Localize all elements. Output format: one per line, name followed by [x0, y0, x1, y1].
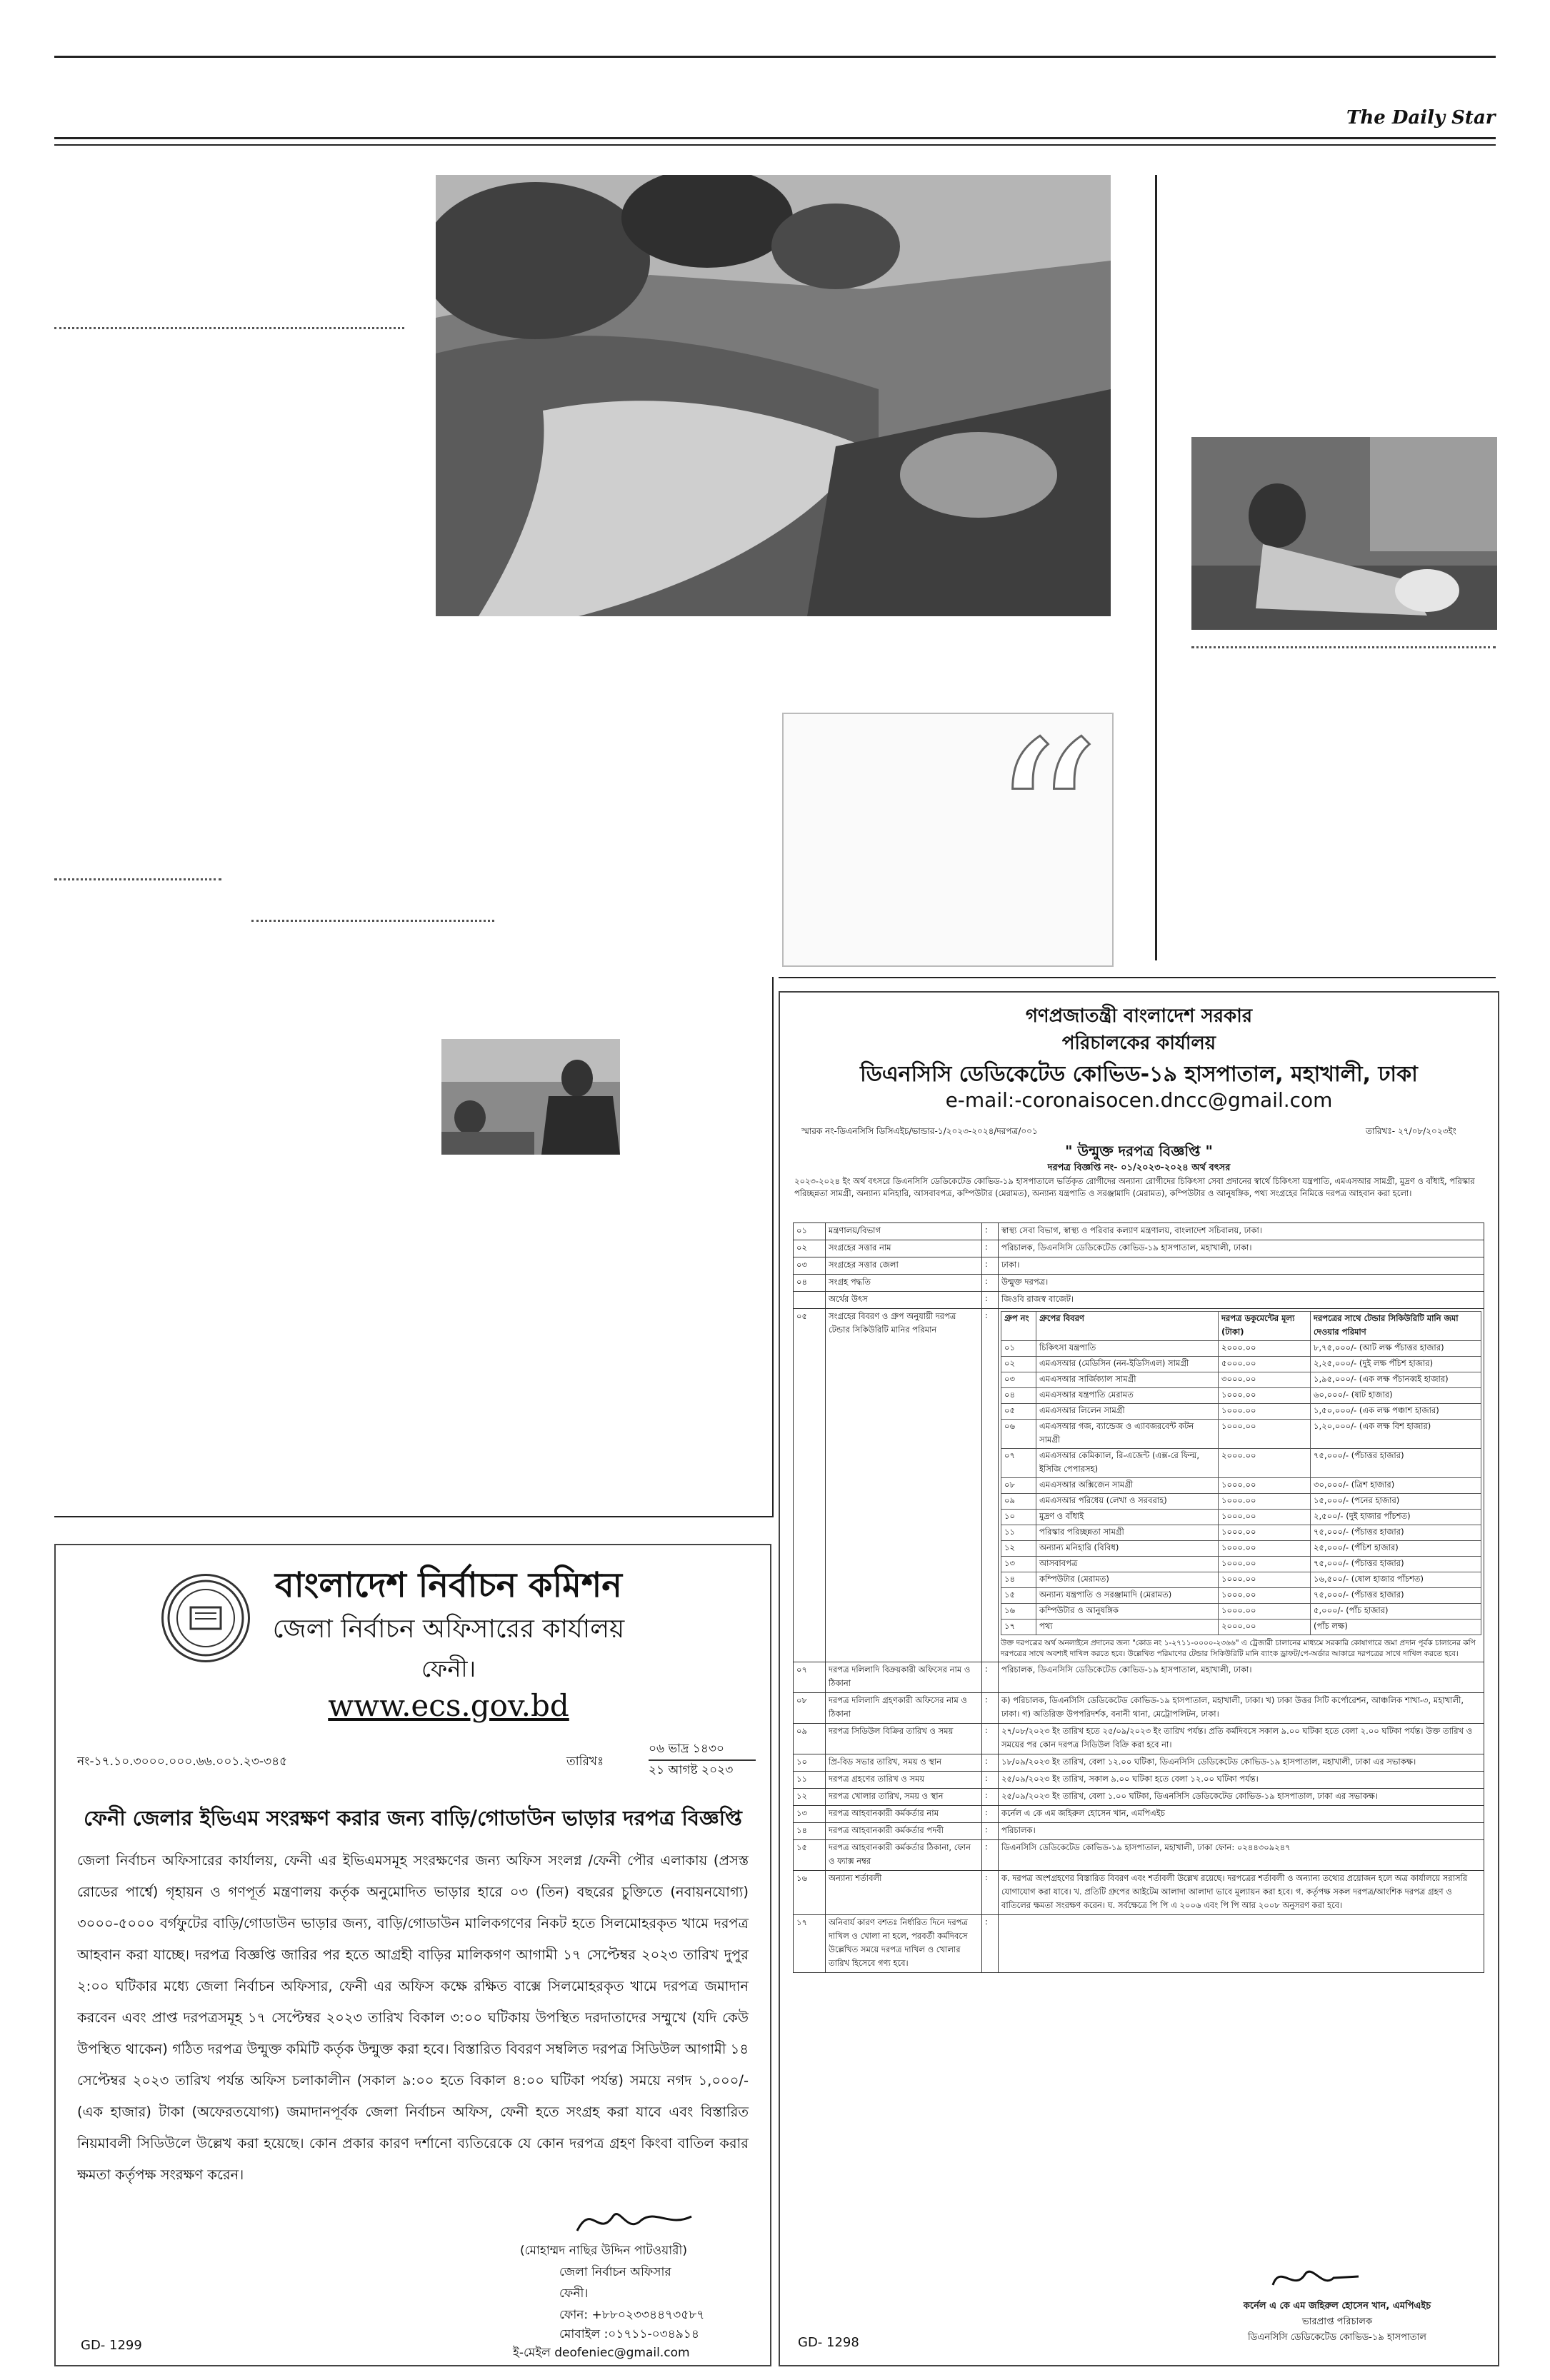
items-cell: এমএসআর সার্জিক্যাল সামগ্রী: [1036, 1372, 1219, 1388]
items-cell: ০৬: [1001, 1420, 1036, 1449]
ec-signatory-place: ফেনী।: [559, 2286, 589, 2301]
dncc-govt-line: গণপ্রজাতন্ত্রী বাংলাদেশ সরকার: [1025, 1005, 1253, 1027]
election-commission-ad: [54, 1544, 771, 2366]
dncc-tender-ad: [779, 991, 1499, 2366]
items-cell: ২,৫০০/- (দুই হাজার পাঁচশত): [1311, 1510, 1481, 1525]
items-cell: ০৮: [1001, 1478, 1036, 1494]
dncc-intro: ২০২৩-২০২৪ ইং অর্থ বৎসরে ডিএনসিসি ডেডিকেটেড কোভিড-১৯ হাসপাতালে ভর্তিকৃত রোগীদের অন্যান্য রোগীদের চিকিৎসা সেবা প্রদানের স্বার্থে চিকিৎসা যন্ত্রপাতি, এমএসআর সামগ্রী, মুদ্রণ ও বাঁধাই, পরিস্কার পরিচ্ছন্নতা সামগ্রী, অন্যান্য মনিহারি, আসবাবপত্র, কম্পিউটার (মেরামত), অন্যান্য যন্ত্রপাতি ও সরঞ্জামাদি (মেরামত), কম্পিউটার ও আনুষঙ্গিক, পথ্য সংগ্রহের নিমিত্তে দরপত্র আহবান করা হলো।: [794, 1176, 1475, 1198]
ec-emblem-icon: [161, 1574, 250, 1662]
dncc-info-row: [794, 1754, 1484, 1772]
items-row: [1001, 1372, 1481, 1388]
items-cell: ১০: [1001, 1510, 1036, 1525]
items-cell: ১০০০.০০: [1219, 1604, 1311, 1620]
ec-gd-number: GD- 1299: [81, 2338, 142, 2353]
items-cell: ১,২০,০০০/- (এক লক্ষ বিশ হাজার): [1311, 1420, 1481, 1449]
items-row: [1001, 1604, 1481, 1620]
dncc-info-row-label: সংগ্রহ পদ্ধতি: [826, 1275, 982, 1292]
dncc-info-row-label: সংগ্রহের সত্তার নাম: [826, 1240, 982, 1257]
items-row: [1001, 1357, 1481, 1372]
items-row: [1001, 1388, 1481, 1404]
items-cell: ১৫,০০০/- (পনের হাজার): [1311, 1494, 1481, 1510]
items-cell: ০১: [1001, 1341, 1036, 1357]
dncc-info-row-number: ১১: [794, 1772, 826, 1789]
items-cell: ৩০,০০০/- (ত্রিশ হাজার): [1311, 1478, 1481, 1494]
dncc-info-row-label: দরপত্র আহবানকারী কর্মকর্তার পদবী: [826, 1823, 982, 1840]
upper-right-bottom-rule: [779, 977, 1496, 978]
items-row: [1001, 1420, 1481, 1449]
ec-signatory-name: (মোহাম্মদ নাছির উদ্দিন পাটওয়ারী): [520, 2244, 687, 2258]
items-row: [1001, 1494, 1481, 1510]
items-cell: ১২: [1001, 1541, 1036, 1557]
dncc-info-row-number: ০৭: [794, 1662, 826, 1693]
dncc-info-row-label: দরপত্র দলিলাদি বিক্রয়কারী অফিসের নাম ও ঠিকানা: [826, 1662, 982, 1693]
left-dotted-rule-3: [251, 920, 494, 922]
dncc-signatory-title: ভারপ্রাপ্ত পরিচালক: [1301, 2316, 1373, 2327]
dncc-info-row-value: ১৮/০৯/২০২৩ ইং তারিখ, বেলা ১২.০০ ঘটিকা, ডিএনসিসি ডেডিকেটেড কোভিড-১৯ হাসপাতাল, মহাখালী, ঢাকা এর সভাকক্ষ।: [999, 1754, 1484, 1772]
dncc-notice-subtitle: দরপত্র বিজ্ঞপ্তি নং- ০১/২০২৩-২০২৪ অর্থ বৎসর: [1047, 1163, 1231, 1173]
items-cell: অন্যান্য যন্ত্রপাতি ও সরঞ্জামাদি (মেরামত): [1036, 1588, 1219, 1604]
items-row: [1001, 1525, 1481, 1541]
dncc-info-row-colon: :: [982, 1693, 999, 1724]
items-cell: ০৯: [1001, 1494, 1036, 1510]
items-row: [1001, 1588, 1481, 1604]
items-cell: ১০০০.০০: [1219, 1510, 1311, 1525]
dncc-info-row: [794, 1724, 1484, 1754]
dncc-info-row-value: ক) পরিচালক, ডিএনসিসি ডেডিকেটেড কোভিড-১৯ হাসপাতাল, মহাখালী, ঢাকা। খ) ঢাকা উত্তর সিটি কর্পোরেশন, আঞ্চলিক শাখা-৩, মহাখালী, ঢাকা। গ) অতিরিক্ত উপপরিদর্শক, বনানী থানা, মেট্রোপলিটন, ঢাকা।: [999, 1693, 1484, 1724]
items-cell: ১০০০.০০: [1219, 1420, 1311, 1449]
items-cell: কম্পিউটার ও আনুষঙ্গিক: [1036, 1604, 1219, 1620]
ec-date-bangla: ০৬ ভাদ্র ১৪৩০: [649, 1739, 756, 1761]
items-row: [1001, 1478, 1481, 1494]
dncc-office-line: পরিচালকের কার্যালয়: [1061, 1033, 1216, 1054]
hospital-patient-photo: [1191, 437, 1497, 630]
dncc-info-row: [794, 1693, 1484, 1724]
ec-signatory-title: জেলা নির্বাচন অফিসার: [559, 2265, 671, 2279]
dncc-info-row-value: [999, 1915, 1484, 1973]
items-cell: ১১: [1001, 1525, 1036, 1541]
ec-date-english: ২১ আগষ্ট ২০২৩: [649, 1763, 734, 1777]
items-cell: ০৫: [1001, 1404, 1036, 1420]
items-cell: ১৪: [1001, 1572, 1036, 1588]
dncc-info-row: [794, 1806, 1484, 1823]
dncc-info-row-colon: :: [982, 1871, 999, 1915]
dncc-info-row: [794, 1223, 1484, 1240]
items-cell: ১০০০.০০: [1219, 1541, 1311, 1557]
ec-email: ই-মেইল deofeniec@gmail.com: [513, 2346, 690, 2360]
dncc-info-row: [794, 1662, 1484, 1693]
dncc-info-row-label: দরপত্র গ্রহণের তারিখ ও সময়: [826, 1772, 982, 1789]
items-cell: কম্পিউটার (মেরামত): [1036, 1572, 1219, 1588]
items-cell: ৫,০০০/- (পাঁচ হাজার): [1311, 1604, 1481, 1620]
items-cell: ৭৫,০০০/- (পঁচাত্তর হাজার): [1311, 1588, 1481, 1604]
items-cell: ১,৯৫,০০০/- (এক লক্ষ পঁচানব্বই হাজার): [1311, 1372, 1481, 1388]
dncc-signatory-org: ডিএনসিসি ডেডিকেটেড কোভিড-১৯ হাসপাতাল: [1248, 2332, 1426, 2343]
dncc-tender-table: [793, 1222, 1484, 1973]
items-cell: পথ্য: [1036, 1620, 1219, 1635]
dncc-info-row-label: দরপত্র আহবানকারী কর্মকর্তার নাম: [826, 1806, 982, 1823]
dncc-info-row-label: অর্থের উৎস: [826, 1292, 982, 1309]
items-cell: পরিস্কার পরিচ্ছন্নতা সামগ্রী: [1036, 1525, 1219, 1541]
items-cell: ০৭: [1001, 1449, 1036, 1478]
dncc-info-row: [794, 1823, 1484, 1840]
dncc-info-row-number: ০২: [794, 1240, 826, 1257]
items-cell: এমএসআর কেমিক্যাল, রি-এজেন্ট (এক্স-রে ফিল্ম, ইসিজি পেপারসহ): [1036, 1449, 1219, 1478]
items-cell: ২০০০.০০: [1219, 1341, 1311, 1357]
items-cell: এমএসআর লিলেন সামগ্রী: [1036, 1404, 1219, 1420]
dncc-info-row-colon: :: [982, 1806, 999, 1823]
dncc-info-row-number: ০১: [794, 1223, 826, 1240]
items-header-cell: দরপত্র ডকুমেন্টের মূল্য (টাকা): [1219, 1312, 1311, 1341]
items-cell: ১৩: [1001, 1557, 1036, 1572]
dncc-info-row-label: অনিবার্য কারণ বশতঃ নির্ধারিত দিনে দরপত্র দাখিল ও খোলা না হলে, পরবর্তী কর্মদিবসে উল্লেখিত সময়ে দরপত্র দাখিল ও খোলার তারিখ হিসেবে গণ্য হবে।: [826, 1915, 982, 1973]
dncc-signatory: কর্নেল এ কে এম জহিরুল হোসেন খান, এমপিএইচ: [1243, 2301, 1431, 2311]
items-cell: ৭৫,০০০/- (পঁচাত্তর হাজার): [1311, 1557, 1481, 1572]
items-cell: আসবাবপত্র: [1036, 1557, 1219, 1572]
ec-date-label: তারিখঃ: [566, 1754, 604, 1769]
dncc-info-row-colon: :: [982, 1257, 999, 1275]
dncc-info-row-value: ২৭/০৮/২০২৩ ইং তারিখ হতে ২৫/০৯/২০২৩ ইং তারিখ পর্যন্ত। প্রতি কর্মদিবসে সকাল ৯.০০ ঘটিকা হতে বেলা ২.০০ ঘটিকা পর্যন্ত। উক্ত তারিখ ও সময়ের পর কোন দরপত্র সিডিউল বিক্রি করা হবে না।: [999, 1724, 1484, 1754]
dncc-info-row-label: সংগ্রহের সত্তার জেলা: [826, 1257, 982, 1275]
masthead: The Daily Star: [1346, 107, 1496, 129]
dncc-email: e-mail:-coronaisocen.dncc@gmail.com: [945, 1088, 1333, 1112]
dncc-info-row-value: ঢাকা।: [999, 1257, 1484, 1275]
dncc-info-row-value: কর্নেল এ কে এম জহিরুল হোসেন খান, এমপিএইচ: [999, 1806, 1484, 1823]
dncc-info-row: [794, 1292, 1484, 1309]
dncc-info-row-colon: :: [982, 1223, 999, 1240]
items-cell: ১৫: [1001, 1588, 1036, 1604]
items-cell: ১০০০.০০: [1219, 1572, 1311, 1588]
items-cell: ৩০০০.০০: [1219, 1372, 1311, 1388]
dncc-info-row-number: ০৯: [794, 1724, 826, 1754]
items-cell: ০২: [1001, 1357, 1036, 1372]
items-row: [1001, 1341, 1481, 1357]
right-column-rule: [1155, 175, 1157, 960]
flood-embankment-photo: [436, 175, 1111, 616]
items-header-cell: গ্রুপের বিবরণ: [1036, 1312, 1219, 1341]
dncc-info-row-value: উন্মুক্ত দরপত্র।: [999, 1275, 1484, 1292]
items-row: [1001, 1620, 1481, 1635]
dncc-info-row-colon: :: [982, 1662, 999, 1693]
dncc-info-row: [794, 1257, 1484, 1275]
dncc-gd-number: GD- 1298: [798, 2335, 859, 2350]
official-ballot-photo: [441, 1039, 620, 1155]
ec-title: বাংলাদেশ নির্বাচন কমিশন: [275, 1565, 622, 1605]
masthead-rule-1: [54, 137, 1496, 139]
dncc-signature: [1266, 2256, 1366, 2299]
dncc-info-row-number: ১২: [794, 1789, 826, 1806]
dncc-date: তারিখঃ- ২৭/০৮/২০২৩ইং: [1366, 1126, 1456, 1136]
items-row: [1001, 1557, 1481, 1572]
dncc-info-row-colon: :: [982, 1823, 999, 1840]
ec-office: জেলা নির্বাচন অফিসারের কার্যালয়: [272, 1615, 625, 1644]
items-cell: এমএসআর অক্সিজেন সামগ্রী: [1036, 1478, 1219, 1494]
ec-signature: [570, 2195, 699, 2245]
dncc-info-row: [794, 1240, 1484, 1257]
items-cell: ১০০০.০০: [1219, 1478, 1311, 1494]
items-cell: ১০০০.০০: [1219, 1525, 1311, 1541]
right-dotted-rule: [1191, 646, 1496, 648]
dncc-info-row-value: পরিচালক, ডিএনসিসি ডেডিকেটেড কোভিড-১৯ হাসপাতাল, মহাখালী, ঢাকা।: [999, 1662, 1484, 1693]
dncc-info-row-number: ০৪: [794, 1275, 826, 1292]
dncc-info-row: [794, 1915, 1484, 1973]
dncc-info-row-colon: :: [982, 1915, 999, 1973]
items-cell: ১৬: [1001, 1604, 1036, 1620]
ec-headline: ফেনী জেলার ইভিএম সংরক্ষণ করার জন্য বাড়ি/গোডাউন ভাড়ার দরপত্র বিজ্ঞপ্তি: [84, 1806, 742, 1830]
items-cell: ৫০০০.০০: [1219, 1357, 1311, 1372]
items-row: [1001, 1510, 1481, 1525]
dncc-info-row-label: দরপত্র সিডিউল বিক্রির তারিখ ও সময়: [826, 1724, 982, 1754]
dncc-hospital-line: ডিএনসিসি ডেডিকেটেড কোভিড-১৯ হাসপাতাল, মহাখালী, ঢাকা: [860, 1062, 1418, 1087]
ec-body-text: জেলা নির্বাচন অফিসারের কার্যালয়, ফেনী এর ইভিএমসমূহ সংরক্ষণের জন্য অফিস সংলগ্ন /ফেনী পৌর এলাকায় (প্রসস্ত রোডের পার্শ্বে) গৃহায়ন ও গণপূর্ত মন্ত্রণালয় কর্তৃক অনুমোদিত ভাড়ার হারে ০৩ (তিন) বছরের চুক্তিতে (নবায়নযোগ্য) ৩০০০-৫০০০ বর্গফুটের বাড়ি/গোডাউন ভাড়ার জন্য, বাড়ি/গোডাউন মালিকগণের নিকট হতে সিলমোহরকৃত খামে দরপত্র আহবান করা যাচ্ছে। দরপত্র বিজ্ঞপ্তি জারির পর হতে আগ্রহী বাড়ির মালিকগণ আগামী ১৭ সেপ্টেম্বর ২০২৩ তারিখ দুপুর ২:০০ ঘটিকার মধ্যে জেলা নির্বাচন অফিসার, ফেনী এর অফিস কক্ষে রক্ষিত বাক্সে সিলমোহরকৃত খামে দরপত্র জমাদান করবেন এবং প্রাপ্ত দরপত্রসমূহ ১৭ সেপ্টেম্বর ২০২৩ তারিখ বিকাল ৩:০০ ঘটিকায় উপস্থিত দরদাতাদের সম্মুখে (যদি কেউ উপস্থিত থাকেন) গঠিত দরপত্র উন্মুক্ত কমিটি কর্তৃক উন্মুক্ত করা হবে। বিস্তারিত বিবরণ সম্বলিত দরপত্র সিডিউল আগামী ১৪ সেপ্টেম্বর ২০২৩ তারিখ পর্যন্ত অফিস চলাকালীন (সকাল ৯:০০ হতে বিকাল ৪:০০ ঘটিকা পর্যন্ত) সময়ে নগদ ১,০০০/- (এক হাজার) টাকা (অফেরতযোগ্য) জমাদানপূর্বক জেলা নির্বাচন অফিস, ফেনী হতে সংগ্রহ করা যাবে এবং বিস্তারিত নিয়মাবলী সিডিউলে উল্লেখ করা হয়েছে। কোন প্রকার কারণ দর্শানো ব্যতিরেকে যে কোন দরপত্র গ্রহণ কিংবা বাতিল করার ক্ষমতা কর্তৃপক্ষ সংরক্ষণ করেন।: [77, 1852, 749, 2183]
items-cell: চিকিৎসা যন্ত্রপাতি: [1036, 1341, 1219, 1357]
items-cell: ১৭: [1001, 1620, 1036, 1635]
dncc-row-05: ০৫ সংগ্রহের বিবরণ ও গ্রুপ অনুযায়ী দরপত্র টেন্ডার সিকিউরিটি মানির পরিমান : গ্রুপ নং গ্রুপের বিবরণ দরপত্র ডকুমেন্টের মূল্য (টাকা) দরপত্রের সাথে টেন্ডার সিকিউরিটি মানি জমা দেওয়ার পরিমাণ ০১ চিকিৎসা যন্ত্রপাতি ২০০০.০০ ৮,৭৫,০০০/- (আট লক্ষ পঁচাত্তর হাজার) ০২ এমএসআর (মেডিসিন (নন-ইডিসিএল) সামগ্রী ৫০০০.০০ ২,২৫,০০০/- (দুই লক্ষ পঁচিশ হাজার) ০৩ এমএসআর সার্জিক্যাল সামগ্রী ৩০০০.০০ ১,৯৫,০০০/- (এক লক্ষ পঁচানব্বই হাজার) ০৪ এমএসআর যন্ত্রপাতি মেরামত ১০০০.০০ ৬০,০০০/- (ষাট হাজার) ০৫ এমএসআর লিলেন সামগ্রী ১০০০.০০ ১,৫০,০০০/- (এক লক্ষ পঞ্চাশ হাজার) ০৬ এমএসআর গজ, ব্যান্ডেজ ও এ্যাবজরবেন্ট কটন সামগ্রী ১০০০.০০ ১,২০,০০০/- (এক লক্ষ বিশ হাজার) ০৭ এমএসআর কেমিক্যাল, রি-এজেন্ট (এক্স-রে ফিল্ম, ইসিজি পেপারসহ) ২০০০.০০ ৭৫,০০০/- (পঁচাত্তর হাজার) ০৮ এমএসআর অক্সিজেন সামগ্রী ১০০০.০০ ৩০,০০০/- (ত্রিশ হাজার) ০৯ এমএসআর পরিধেয় (লেখা ও সরবরাহ) ১০০০.০০ ১৫,০০০/- (পনের হাজার) ১০ মুদ্রণ ও বাঁধাই ১০০০.০০ ২,৫০০/- (দুই হাজার পাঁচশত) ১১ পরিস্কার পরিচ্ছন্নতা সামগ্রী ১০০০.০০ ৭৫,০০০/- (পঁচাত্তর হাজার) ১২ অন্যান্য মনিহারি (বিবিধ) ১০০০.০০ ২৫,০০০/- (পঁচিশ হাজার) ১৩ আসবাবপত্র ১০০০.০০ ৭৫,০০০/- (পঁচাত্তর হাজার) ১৪ কম্পিউটার (মেরামত) ১০০০.০০ ১৬,৫০০/- (ষোল হাজার পাঁচশত) ১৫ অন্যান্য যন্ত্রপাতি ও সরঞ্জামাদি (মেরামত) ১০০০.০০ ৭৫,০০০/- (পঁচাত্তর হাজার) ১৬ কম্পিউটার ও আনুষঙ্গিক ১০০০.০০ ৫,০০০/- (পাঁচ হাজার) ১৭ পথ্য ২০০০.০০ (পাঁচ লক্ষ) উক্ত দরপত্রের অর্থ অনলাইনে প্রদানের জন্য "কোড নং ১-২৭১১-০০০০-২৩৬৬" এ ট্রেজারী চালানের মাধ্যমে সরকারি কোষাগারে জমা প্রদান পূর্বক চালানের কপি দরপত্রের সাথে অবশ্যই দাখিল করতে হবে। উল্লেখিত পরিমাণের টেন্ডার সিকিউরিটি মানি ব্যাংক ড্রাফট/পে-অর্ডার আকারে দরপত্রের সাথে দাখিল করতে হবে।: [794, 1309, 1484, 1662]
items-cell: ২০০০.০০: [1219, 1620, 1311, 1635]
dncc-info-row-value: পরিচালক।: [999, 1823, 1484, 1840]
dncc-info-row-value: ডিএনসিসি ডেডিকেটেড কোভিড-১৯ হাসপাতাল, মহাখালী, ঢাকা ফোন: ০২৪৪৩০৯২৪৭: [999, 1840, 1484, 1871]
dncc-info-row-number: ১৩: [794, 1806, 826, 1823]
dncc-info-row: [794, 1772, 1484, 1789]
items-cell: ২৫,০০০/- (পঁচিশ হাজার): [1311, 1541, 1481, 1557]
dncc-info-row-number: ০৩: [794, 1257, 826, 1275]
dncc-items-table: [1001, 1311, 1481, 1635]
items-cell: ৭৫,০০০/- (পঁচাত্তর হাজার): [1311, 1449, 1481, 1478]
dncc-info-row-label: মন্ত্রণালয়/বিভাগ: [826, 1223, 982, 1240]
dncc-info-row-label: দরপত্র আহবানকারী কর্মকর্তার ঠিকানা, ফোন ও ফ্যাক্স নম্বর: [826, 1840, 982, 1871]
items-cell: ১,৫০,০০০/- (এক লক্ষ পঞ্চাশ হাজার): [1311, 1404, 1481, 1420]
items-cell: এমএসআর পরিধেয় (লেখা ও সরবরাহ): [1036, 1494, 1219, 1510]
left-dotted-rule-2: [54, 878, 221, 880]
items-header-cell: দরপত্রের সাথে টেন্ডার সিকিউরিটি মানি জমা দেওয়ার পরিমাণ: [1311, 1312, 1481, 1341]
dncc-info-row-colon: :: [982, 1789, 999, 1806]
dncc-info-row-value: স্বাস্থ্য সেবা বিভাগ, স্বাস্থ্য ও পরিবার কল্যাণ মন্ত্রণালয়, বাংলাদেশ সচিবালয়, ঢাকা।: [999, 1223, 1484, 1240]
items-cell: ১০০০.০০: [1219, 1404, 1311, 1420]
dncc-items-note: উক্ত দরপত্রের অর্থ অনলাইনে প্রদানের জন্য "কোড নং ১-২৭১১-০০০০-২৩৬৬" এ ট্রেজারী চালানের মাধ্যমে সরকারি কোষাগারে জমা প্রদান পূর্বক চালানের কপি দরপত্রের সাথে অবশ্যই দাখিল করতে হবে। উল্লেখিত পরিমাণের টেন্ডার সিকিউরিটি মানি ব্যাংক ড্রাফট/পে-অর্ডার আকারে দরপত্রের সাথে দাখিল করতে হবে।: [1001, 1639, 1476, 1658]
dncc-info-row-colon: :: [982, 1240, 999, 1257]
dncc-info-row-value: পরিচালক, ডিএনসিসি ডেডিকেটেড কোভিড-১৯ হাসপাতাল, মহাখালী, ঢাকা।: [999, 1240, 1484, 1257]
items-row: [1001, 1404, 1481, 1420]
items-cell: ১০০০.০০: [1219, 1388, 1311, 1404]
items-cell: ০৪: [1001, 1388, 1036, 1404]
dncc-info-row: [794, 1789, 1484, 1806]
dncc-info-row-colon: :: [982, 1292, 999, 1309]
dncc-notice-title: " উন্মুক্ত দরপত্র বিজ্ঞপ্তি ": [1065, 1143, 1213, 1160]
items-cell: (পাঁচ লক্ষ): [1311, 1620, 1481, 1635]
ec-memo-number: নং-১৭.১০.৩০০০.০০০.৬৬.০০১.২৩-৩৪৫: [77, 1754, 288, 1769]
dncc-info-row-colon: :: [982, 1772, 999, 1789]
dncc-info-row-value: ২৫/০৯/২০২৩ ইং তারিখ, সকাল ৯.০০ ঘটিকা হতে বেলা ১২.০০ ঘটিকা পর্যন্ত।: [999, 1772, 1484, 1789]
top-rule: [54, 56, 1496, 58]
dncc-info-row-value: ২৫/০৯/২০২৩ ইং তারিখ, বেলা ১.০০ ঘটিকা, ডিএনসিসি ডেডিকেটেড কোভিড-১৯ হাসপাতাল, ঢাকা এর সভাকক্ষ।: [999, 1789, 1484, 1806]
dncc-info-row-label: দরপত্র খোলার তারিখ, সময় ও স্থান: [826, 1789, 982, 1806]
ec-phone: ফোন: +৮৮০২৩৩৪৪৭৩৫৮৭: [559, 2308, 705, 2322]
items-header-cell: গ্রুপ নং: [1001, 1312, 1036, 1341]
dncc-info-row-label: প্রি-বিড সভার তারিখ, সময় ও স্থান: [826, 1754, 982, 1772]
masthead-rule-2: [54, 144, 1496, 146]
items-row: [1001, 1572, 1481, 1588]
items-cell: ১০০০.০০: [1219, 1588, 1311, 1604]
dncc-info-row-number: ১৫: [794, 1840, 826, 1871]
dncc-info-row-label: অন্যান্য শর্তাবলী: [826, 1871, 982, 1915]
items-cell: ১৬,৫০০/- (ষোল হাজার পাঁচশত): [1311, 1572, 1481, 1588]
items-row: [1001, 1541, 1481, 1557]
items-cell: ৮,৭৫,০০০/- (আট লক্ষ পঁচাত্তর হাজার): [1311, 1341, 1481, 1357]
left-section-divider: [772, 977, 774, 1517]
dncc-info-row-number: ১৪: [794, 1823, 826, 1840]
items-cell: ১০০০.০০: [1219, 1494, 1311, 1510]
quote-mark-icon: “: [991, 696, 1101, 945]
dncc-info-row-number: ০৮: [794, 1693, 826, 1724]
items-cell: ২,২৫,০০০/- (দুই লক্ষ পঁচিশ হাজার): [1311, 1357, 1481, 1372]
items-cell: এমএসআর (মেডিসিন (নন-ইডিসিএল) সামগ্রী: [1036, 1357, 1219, 1372]
items-cell: এমএসআর যন্ত্রপাতি মেরামত: [1036, 1388, 1219, 1404]
dncc-info-row-number: ১০: [794, 1754, 826, 1772]
items-cell: মুদ্রণ ও বাঁধাই: [1036, 1510, 1219, 1525]
dncc-info-row-value: জিওবি রাজস্ব বাজেট।: [999, 1292, 1484, 1309]
pull-quote-box: [782, 696, 1114, 967]
dncc-info-row-number: ১৭: [794, 1915, 826, 1973]
ec-mobile: মোবাইল :০১৭১১-০৩৪৯১৪: [559, 2327, 699, 2341]
dncc-info-row-colon: :: [982, 1275, 999, 1292]
left-section-rule: [54, 1516, 772, 1517]
dncc-info-row: [794, 1840, 1484, 1871]
left-dotted-rule-1: [54, 327, 404, 329]
dncc-info-row-number: ১৬: [794, 1871, 826, 1915]
dncc-info-row-colon: :: [982, 1840, 999, 1871]
dncc-info-row: [794, 1275, 1484, 1292]
dncc-row-05-label: সংগ্রহের বিবরণ ও গ্রুপ অনুযায়ী দরপত্র টেন্ডার সিকিউরিটি মানির পরিমান: [826, 1309, 982, 1662]
dncc-info-row: [794, 1871, 1484, 1915]
dncc-memo: স্মারক নং-ডিএনসিসি ডিসিএইচ/ভান্ডার-১/২০২৩-২০২৪/দরপত্র/০০১: [801, 1126, 1038, 1136]
ec-district: ফেনী।: [421, 1655, 476, 1682]
dncc-info-row-label: দরপত্র দলিলাদি গ্রহণকারী অফিসের নাম ও ঠিকানা: [826, 1693, 982, 1724]
items-cell: ৭৫,০০০/- (পঁচাত্তর হাজার): [1311, 1525, 1481, 1541]
items-row: [1001, 1449, 1481, 1478]
dncc-info-row-colon: :: [982, 1724, 999, 1754]
items-cell: এমএসআর গজ, ব্যান্ডেজ ও এ্যাবজরবেন্ট কটন সামগ্রী: [1036, 1420, 1219, 1449]
ec-website-link[interactable]: www.ecs.gov.bd: [328, 1688, 569, 1723]
items-cell: ০৩: [1001, 1372, 1036, 1388]
dncc-info-row-value: ক. দরপত্র অংশগ্রহণের বিস্তারিত বিবরণ এবং শর্তাবলী উল্লেখ রয়েছে। দরপত্রের শর্তাবলী ও অন্যান্য তথ্যের প্রয়োজন হলে অত্র কার্যালয়ে সরাসরি যোগাযোগ করা যাবে। খ. প্রতিটি গ্রুপের আইটেম আলাদা আলাদা ভাবে মূল্যায়ন করা হবে। গ. কর্তৃপক্ষ সকল দরপত্র/আংশিক দরপত্র গ্রহণ ও বাতিলের ক্ষমতা সংরক্ষণ করেন। ঘ. সর্বক্ষেত্রে পি পি এ ২০০৬ এবং পি পি আর ২০০৮ অনুসরণ করা হবে।: [999, 1871, 1484, 1915]
items-cell: ২০০০.০০: [1219, 1449, 1311, 1478]
dncc-info-row-colon: :: [982, 1754, 999, 1772]
items-cell: ৬০,০০০/- (ষাট হাজার): [1311, 1388, 1481, 1404]
dncc-info-row-number: [794, 1292, 826, 1309]
items-cell: অন্যান্য মনিহারি (বিবিধ): [1036, 1541, 1219, 1557]
items-cell: ১০০০.০০: [1219, 1557, 1311, 1572]
